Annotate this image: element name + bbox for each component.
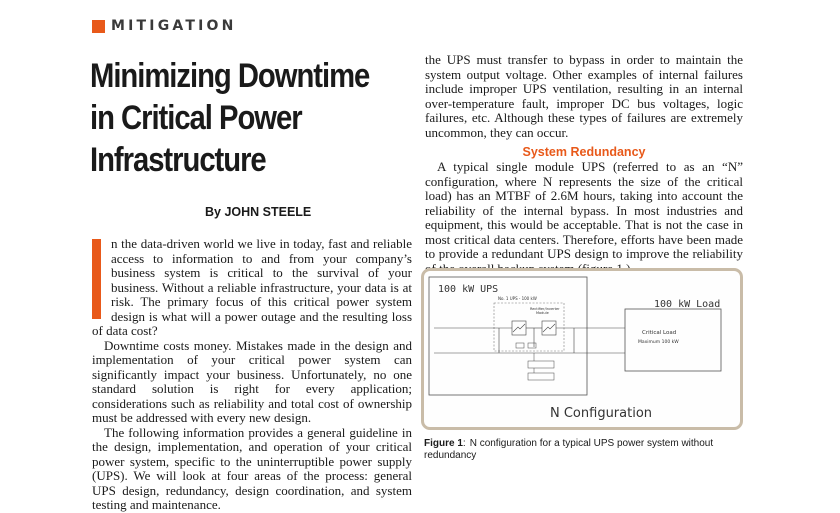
static-switch-2 bbox=[528, 343, 536, 348]
sub-label: Module bbox=[536, 311, 549, 315]
static-switch-1 bbox=[516, 343, 524, 348]
paragraph-2: Downtime costs money. Mistakes made in the design and implementation of your critical power system can significantly impact your business. Unfortunately, no one standard solution is right for every application; considerations such as reliability and total cost of ownership must be addressed with every new design. bbox=[92, 337, 412, 425]
section-tag bbox=[92, 17, 237, 35]
max-load-label: Maximum 100 kW bbox=[638, 340, 679, 345]
title-line-3: Infrastructure bbox=[90, 141, 266, 179]
config-label: N Configuration bbox=[550, 406, 653, 421]
section-marker-icon bbox=[92, 20, 105, 33]
column-2-body bbox=[425, 160, 743, 276]
caption-separator: : bbox=[462, 438, 466, 449]
article-title bbox=[90, 55, 374, 181]
paragraph-3: The following information provides a general guideline in the design, implementation, and operation of your critical power system, specific to the uninterruptible power supply (UPS). We will look at four areas of the process: general UPS design, redundancy, design coordination, and system testing and maintenance. bbox=[92, 424, 412, 512]
critical-load-label: Critical Load bbox=[642, 330, 677, 336]
rectifier-symbol bbox=[513, 324, 525, 332]
caption-text: N configuration for a typical UPS power system without redundancy bbox=[424, 438, 714, 461]
load-label: 100 kW Load bbox=[654, 299, 721, 310]
battery-block-1 bbox=[528, 361, 554, 368]
figure-1 bbox=[421, 268, 743, 430]
title-line-2: in Critical Power bbox=[90, 99, 302, 137]
figure-caption bbox=[424, 438, 744, 462]
column-2-top bbox=[425, 53, 743, 140]
title-line-1: Minimizing Downtime bbox=[90, 57, 370, 95]
byline: By JOHN STEELE bbox=[205, 205, 312, 219]
ups-label: 100 kW UPS bbox=[438, 284, 499, 295]
section-label: MITIGATION bbox=[111, 18, 237, 34]
ups-diagram bbox=[424, 271, 740, 427]
module-label: No. 1 UPS - 100 kW bbox=[498, 296, 537, 301]
paragraph-continuation: the UPS must transfer to bypass in order to maintain the system output voltage. Other examples of internal failures include improper UPS ventilation, resulting in an internal over-temperature fault, improper DC bus voltages, logic failures, etc. Although these types of failures are extremely uncommon, they can occur. bbox=[425, 52, 743, 140]
inverter-symbol bbox=[543, 324, 555, 332]
battery-block-2 bbox=[528, 373, 554, 380]
block-label: Rectifier/Inverter bbox=[530, 307, 560, 311]
section-heading: System Redundancy bbox=[522, 145, 646, 159]
paragraph-1: n the data-driven world we live in today, fast and reliable access to information to and from your company’s business system is critical to the survival of your business. Without a reliable infrastructure, your data is at risk. The primary focus of this critical power system design is what will a power outage and the resulting loss of data cost? bbox=[92, 236, 412, 338]
paragraph-redundancy: A typical single module UPS (referred to as an “N” configuration, where N represents the size of the critical load) has an MTBF of 2.6M hours, taking into account the reliability of the internal bypass. In most industries and equipment, this would be acceptable. That is not the case in most critical data centers. Therefore, efforts have been made to provide a redundant UPS design to improve the reliability bbox=[425, 159, 743, 261]
drop-cap-bar bbox=[92, 239, 101, 319]
caption-label: Figure 1 bbox=[424, 438, 463, 449]
column-1 bbox=[92, 237, 412, 513]
